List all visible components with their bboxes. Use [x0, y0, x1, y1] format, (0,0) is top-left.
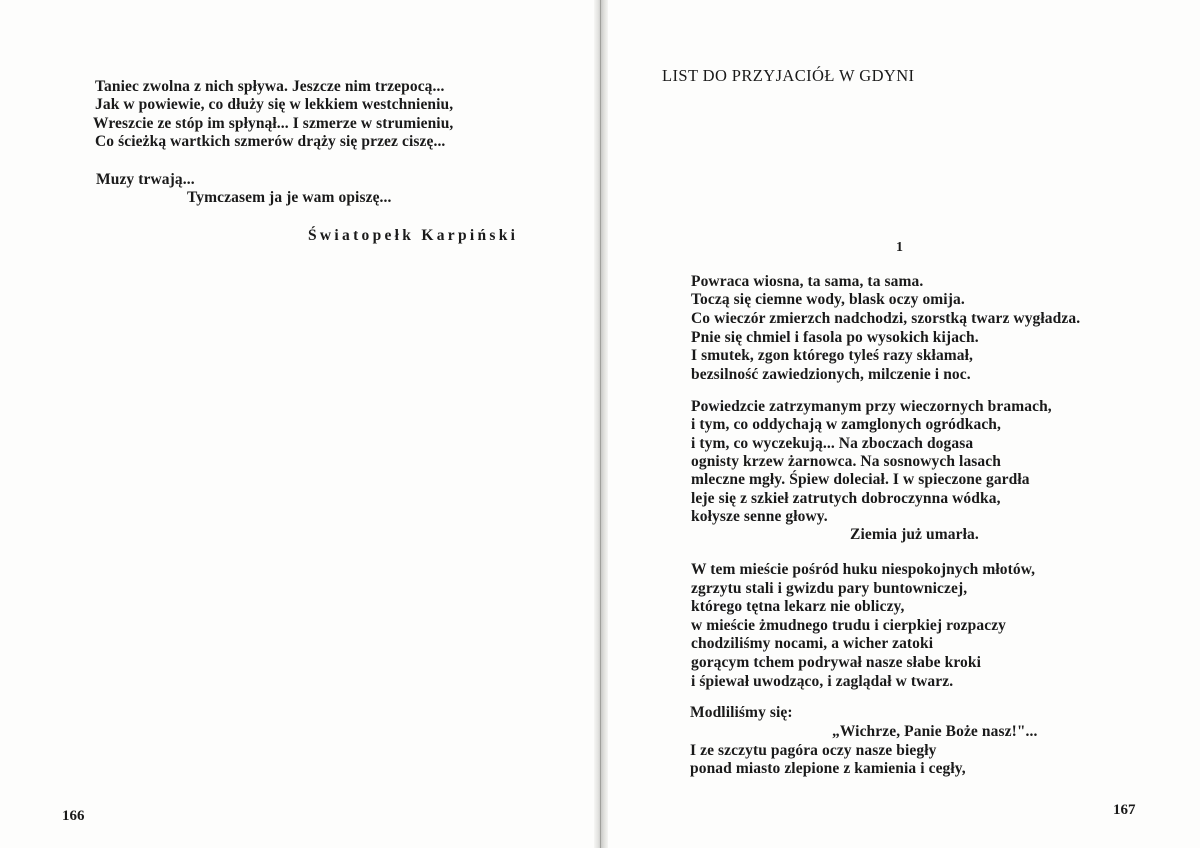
verse-line: i śpiewał uwodząco, i zaglądał w twarz.	[691, 673, 954, 690]
right-page	[608, 0, 1200, 848]
section-number: 1	[896, 240, 903, 255]
verse-line: i tym, co oddychają w zamglonych ogródkach,	[691, 416, 1001, 433]
verse-line: zgrzytu stali i gwizdu pary buntowniczej,	[691, 580, 968, 597]
verse-line: Powraca wiosna, ta sama, ta sama.	[691, 273, 924, 290]
verse-line: ognisty krzew żarnowca. Na sosnowych lasach	[691, 453, 1001, 470]
verse-line: Muzy trwają...	[96, 171, 195, 188]
verse-line: bezsilność zawiedzionych, milczenie i noc.	[691, 366, 971, 383]
poem-title: LIST DO PRZYJACIÓŁ W GDYNI	[662, 66, 915, 85]
verse-line: Co wieczór zmierzch nadchodzi, szorstką twarz wygładza.	[691, 310, 1081, 327]
verse-line: Ziemia już umarła.	[850, 526, 979, 543]
left-page	[0, 0, 594, 848]
verse-line: „Wichrze, Panie Boże nasz!"...	[832, 723, 1038, 740]
verse-line: I ze szczytu pagóra oczy nasze biegły	[690, 742, 937, 759]
verse-line: W tem mieście pośród huku niespokojnych młotów,	[691, 561, 1036, 578]
verse-line: którego tętna lekarz nie obliczy,	[691, 598, 905, 615]
verse-line: ponad miasto zlepione z kamienia i cegły,	[690, 760, 966, 777]
verse-line: Modliliśmy się:	[690, 704, 793, 721]
verse-line: Pnie się chmiel i fasola po wysokich kijach.	[691, 329, 979, 346]
author-signature: Światopełk Karpiński	[308, 227, 519, 244]
page-number: 167	[1113, 802, 1136, 818]
verse-line: Powiedzcie zatrzymanym przy wieczornych bramach,	[691, 398, 1052, 415]
verse-line: I smutek, zgon którego tyleś razy skłamał,	[691, 347, 974, 364]
verse-line: gorącym tchem podrywał nasze słabe kroki	[691, 654, 982, 671]
verse-line: Toczą się ciemne wody, blask oczy omija.	[691, 291, 965, 308]
page-number: 166	[62, 808, 85, 824]
gutter-line	[600, 0, 601, 848]
verse-line: Jak w powiewie, co dłuży się w lekkiem westchnieniu,	[95, 96, 454, 113]
verse-line: Wreszcie ze stóp im spłynął... I szmerze w strumieniu,	[93, 115, 454, 132]
verse-line: kołysze senne głowy.	[691, 508, 828, 525]
verse-line: leje się z szkieł zatrutych dobroczynna wódka,	[691, 490, 1001, 507]
verse-line: w mieście żmudnego trudu i cierpkiej rozpaczy	[691, 617, 1007, 634]
verse-line: Tymczasem ja je wam opiszę...	[187, 189, 392, 206]
verse-line: Taniec zwolna z nich spływa. Jeszcze nim trzepocą...	[95, 78, 445, 95]
verse-line: Co ścieżką wartkich szmerów drąży się przez ciszę...	[95, 133, 446, 150]
verse-line: mleczne mgły. Śpiew doleciał. I w spieczone gardła	[691, 471, 1030, 488]
verse-line: i tym, co wyczekują... Na zboczach dogasa	[691, 435, 974, 452]
book-gutter	[594, 0, 608, 848]
verse-line: chodziliśmy nocami, a wicher zatoki	[691, 635, 934, 652]
